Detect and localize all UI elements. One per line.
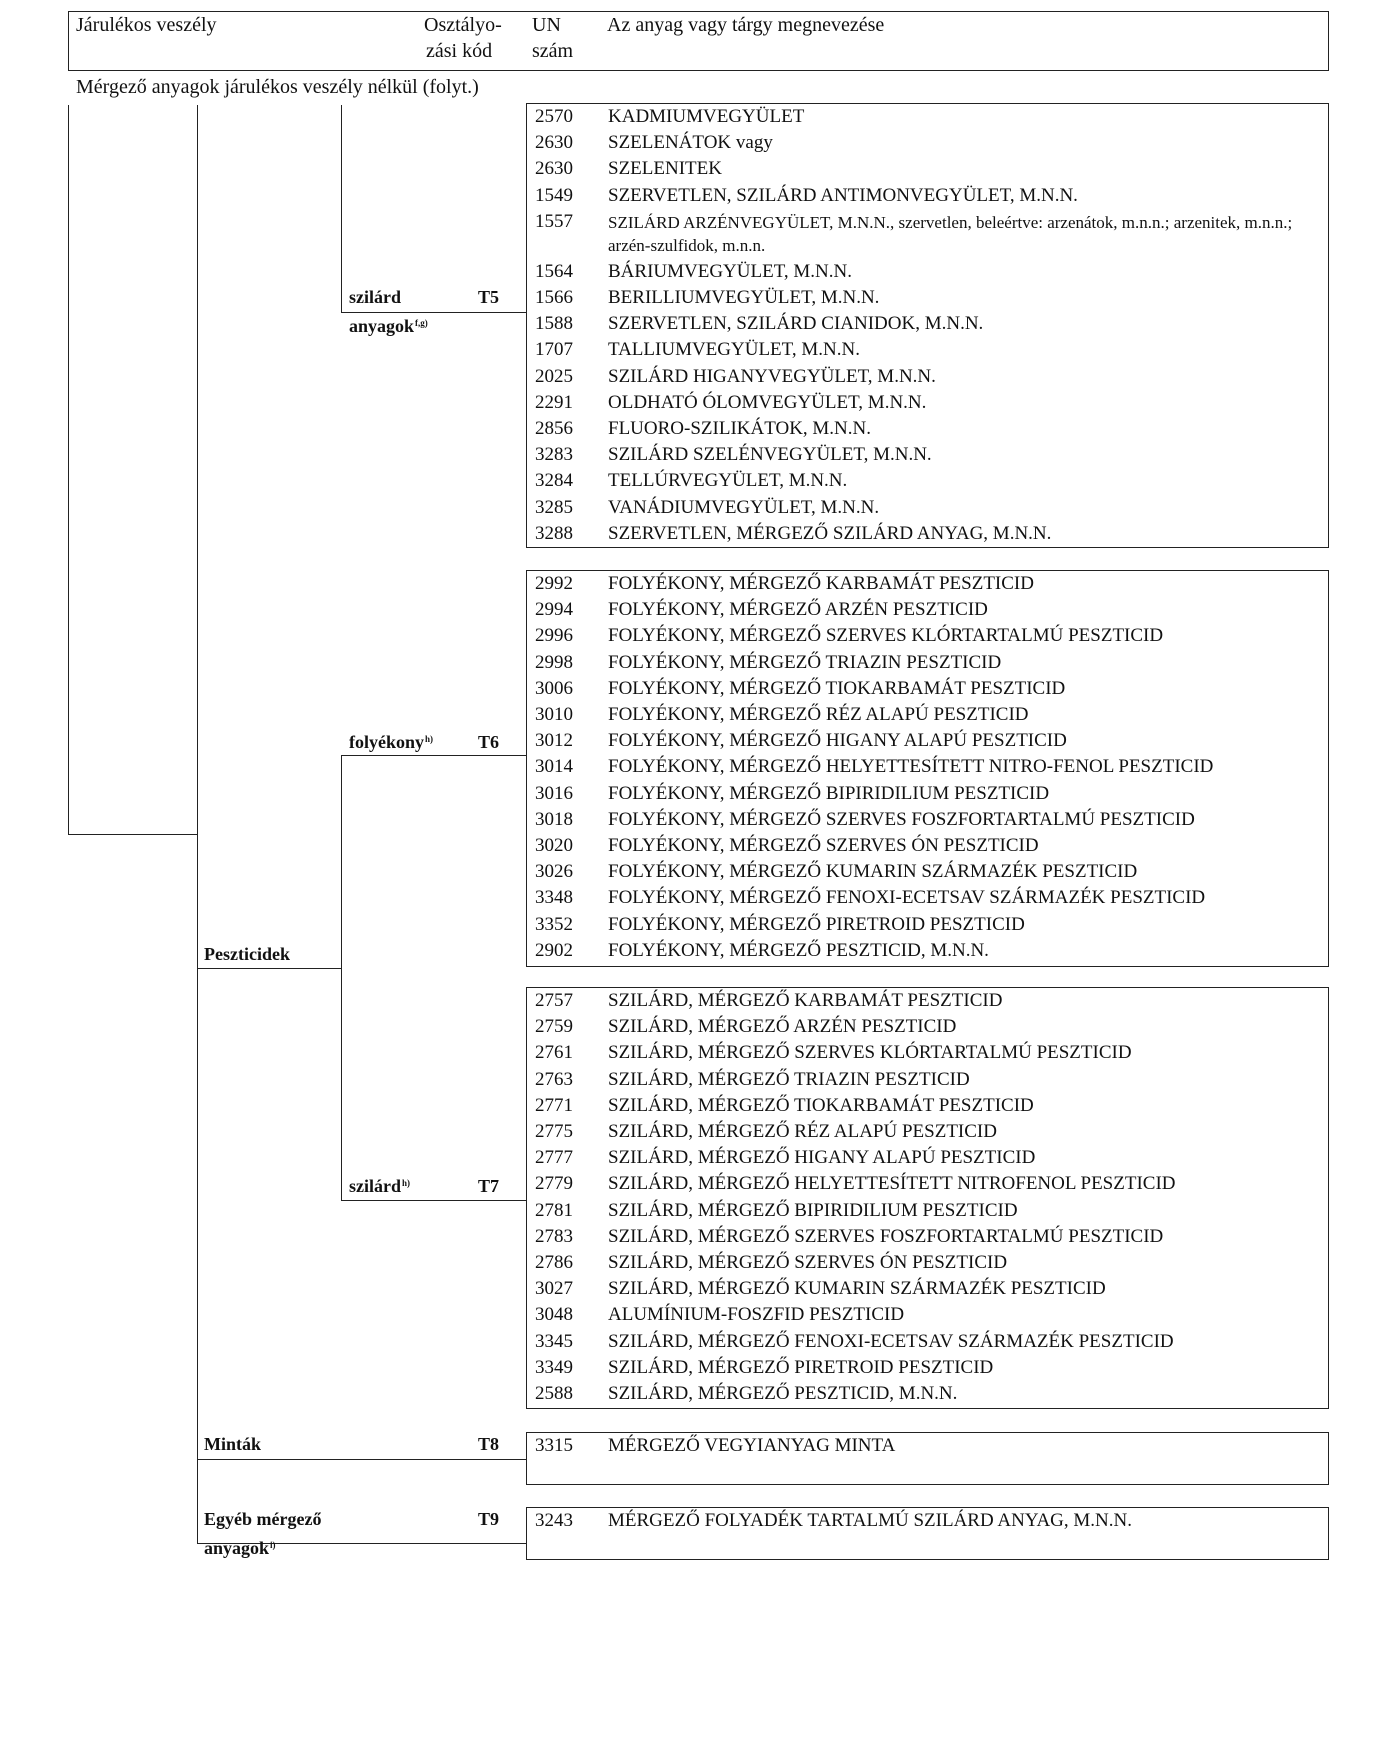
list-item: [527, 105, 1328, 131]
un-number: 1557: [535, 210, 573, 232]
list-item: [527, 1068, 1328, 1094]
t9-substance-list: [526, 1507, 1329, 1560]
un-number: 2771: [535, 1094, 573, 1116]
substance-name: KADMIUMVEGYÜLET: [608, 106, 805, 127]
footnote-ref-t9: i): [270, 1540, 276, 1550]
un-number: 2759: [535, 1016, 573, 1038]
list-item: [527, 1303, 1328, 1329]
section-title: Mérgező anyagok járulékos veszély nélkül (folyt.): [76, 76, 479, 98]
group-code-t8: T8: [478, 1434, 500, 1454]
header-classification-code-line1: Osztályo-: [424, 14, 502, 36]
substance-name: FOLYÉKONY, MÉRGEZŐ SZERVES KLÓRTARTALMÚ PESZTICID: [608, 625, 1164, 647]
substance-name: FOLYÉKONY, MÉRGEZŐ PESZTICID, M.N.N.: [608, 939, 989, 961]
substance-name: SZERVETLEN, SZILÁRD ANTIMONVEGYÜLET, M.N.N.: [608, 184, 1078, 206]
substance-name: FOLYÉKONY, MÉRGEZŐ KUMARIN SZÁRMAZÉK PESZTICID: [608, 861, 1138, 883]
substance-name: FOLYÉKONY, MÉRGEZŐ PIRETROID PESZTICID: [608, 913, 1025, 935]
list-item: [527, 1094, 1328, 1120]
substance-name: BERILLIUMVEGYÜLET, M.N.N.: [608, 287, 880, 308]
un-number: 2570: [535, 106, 573, 127]
un-number: 2992: [535, 573, 573, 594]
un-number: 2902: [535, 939, 573, 961]
tree-line-t8: [197, 1459, 527, 1460]
substance-name: FOLYÉKONY, MÉRGEZŐ HELYETTESÍTETT NITRO-FENOL PESZTICID: [608, 756, 1214, 778]
list-item: [527, 913, 1328, 939]
list-item: [527, 184, 1328, 210]
un-number: 2777: [535, 1147, 573, 1169]
substance-name: FOLYÉKONY, MÉRGEZŐ FENOXI-ECETSAV SZÁRMAZÉK PESZTICID: [608, 887, 1206, 909]
list-item: [527, 1356, 1328, 1382]
list-item: [527, 572, 1328, 598]
un-number: 3283: [535, 444, 573, 466]
substance-name: FOLYÉKONY, MÉRGEZŐ BIPIRIDILIUM PESZTICID: [608, 782, 1050, 804]
un-number: 3012: [535, 730, 573, 752]
list-item: [527, 365, 1328, 391]
un-number: 3027: [535, 1278, 573, 1300]
un-number: 2998: [535, 651, 573, 673]
list-item: [527, 834, 1328, 860]
un-number: 2856: [535, 418, 573, 439]
un-number: 2763: [535, 1068, 573, 1090]
un-number: 2994: [535, 599, 573, 621]
un-number: 3014: [535, 756, 573, 778]
substance-name: TELLÚRVEGYÜLET, M.N.N.: [608, 470, 848, 492]
un-number: 1707: [535, 339, 573, 361]
un-number: 3315: [535, 1435, 573, 1456]
footnote-ref-t5: f,g): [415, 318, 428, 328]
substance-name: FOLYÉKONY, MÉRGEZŐ KARBAMÁT PESZTICID: [608, 573, 1034, 594]
un-number: 2775: [535, 1121, 573, 1142]
substance-name: SZILÁRD, MÉRGEZŐ SZERVES FOSZFORTARTALMÚ PESZTICID: [608, 1225, 1164, 1247]
list-item: [527, 1382, 1328, 1408]
un-number: 2630: [535, 158, 573, 180]
un-number: 3352: [535, 913, 573, 935]
header-subsidiary-risk: Járulékos veszély: [76, 14, 217, 36]
list-item: [527, 651, 1328, 677]
group-code-t9: T9: [478, 1509, 500, 1529]
substance-name: SZILÁRD, MÉRGEZŐ SZERVES KLÓRTARTALMÚ PESZTICID: [608, 1042, 1132, 1064]
substance-name: SZILÁRD HIGANYVEGYÜLET, M.N.N.: [608, 365, 936, 387]
list-item: [527, 1199, 1328, 1225]
un-number: 3048: [535, 1304, 573, 1326]
un-number: 3016: [535, 782, 573, 804]
list-item: [527, 496, 1328, 522]
un-number: 1549: [535, 184, 573, 206]
substance-name: SZILÁRD, MÉRGEZŐ BIPIRIDILIUM PESZTICID: [608, 1199, 1018, 1221]
list-item: [527, 286, 1328, 312]
list-item: [527, 624, 1328, 650]
list-item: [527, 210, 1328, 258]
substance-name: SZILÁRD, MÉRGEZŐ ARZÉN PESZTICID: [608, 1016, 957, 1038]
tree-line-pesticides-branch: [341, 755, 342, 1200]
substance-name: SZERVETLEN, SZILÁRD CIANIDOK, M.N.N.: [608, 313, 984, 335]
substance-name: FOLYÉKONY, MÉRGEZŐ HIGANY ALAPÚ PESZTICID: [608, 730, 1067, 752]
group-label-pesticides: Peszticidek: [204, 944, 290, 964]
list-item: [527, 417, 1328, 443]
substance-name: MÉRGEZŐ FOLYADÉK TARTALMÚ SZILÁRD ANYAG, M.N.N.: [608, 1510, 1132, 1531]
group-label-t6: folyékony$^{h)}$: [349, 732, 434, 752]
list-item: [527, 1277, 1328, 1303]
tree-line-t5: [341, 312, 527, 313]
un-number: 3243: [535, 1510, 573, 1531]
substance-name: SZILÁRD, MÉRGEZŐ TIOKARBAMÁT PESZTICID: [608, 1094, 1034, 1116]
substance-name: SZILÁRD, MÉRGEZŐ FENOXI-ECETSAV SZÁRMAZÉK PESZTICID: [608, 1330, 1174, 1352]
list-item: [527, 755, 1328, 781]
list-item: [527, 989, 1328, 1015]
substance-name: SZILÁRD, MÉRGEZŐ TRIAZIN PESZTICID: [608, 1068, 970, 1090]
un-number: 3284: [535, 470, 573, 492]
substance-name: SZILÁRD, MÉRGEZŐ PESZTICID, M.N.N.: [608, 1383, 958, 1404]
substance-name: SZILÁRD, MÉRGEZŐ SZERVES ÓN PESZTICID: [608, 1252, 1008, 1273]
un-number: 3345: [535, 1330, 573, 1352]
substance-name: SZILÁRD, MÉRGEZŐ KARBAMÁT PESZTICID: [608, 990, 1003, 1011]
un-number: 3026: [535, 861, 573, 883]
un-number: 2786: [535, 1252, 573, 1273]
substance-name: FOLYÉKONY, MÉRGEZŐ SZERVES ÓN PESZTICID: [608, 835, 1039, 856]
substance-name: VANÁDIUMVEGYÜLET, M.N.N.: [608, 496, 880, 518]
t8-substance-list: [526, 1432, 1329, 1485]
un-number: 3020: [535, 835, 573, 856]
un-number: 2761: [535, 1042, 573, 1064]
un-number: 2996: [535, 625, 573, 647]
list-item: [527, 1120, 1328, 1146]
substance-name: SZELENÁTOK vagy: [608, 132, 773, 154]
list-item: [527, 1434, 1328, 1460]
t7-substance-list: [526, 987, 1329, 1409]
footnote-ref-t7: h): [402, 1178, 411, 1188]
list-item: [527, 782, 1328, 808]
list-item: [527, 1225, 1328, 1251]
tree-line-level3: [341, 105, 342, 312]
un-number: 2779: [535, 1173, 573, 1195]
un-number: 2630: [535, 132, 573, 154]
substance-name: FOLYÉKONY, MÉRGEZŐ TRIAZIN PESZTICID: [608, 651, 1002, 673]
list-item: [527, 886, 1328, 912]
un-number: 2291: [535, 391, 573, 413]
un-number: 3288: [535, 522, 573, 544]
un-number: 3010: [535, 704, 573, 725]
un-number: 3285: [535, 496, 573, 518]
tree-line-t6: [341, 755, 527, 756]
group-code-t7: T7: [478, 1176, 500, 1196]
list-item: [527, 703, 1328, 729]
list-item: [527, 1172, 1328, 1198]
list-item: [527, 157, 1328, 183]
t5-substance-list: [526, 103, 1329, 548]
list-item: [527, 939, 1328, 965]
list-item: [527, 808, 1328, 834]
un-number: 1564: [535, 260, 573, 282]
list-item: [527, 1509, 1328, 1535]
substance-name: FOLYÉKONY, MÉRGEZŐ ARZÉN PESZTICID: [608, 599, 988, 621]
group-label-t9: Egyéb mérgező: [204, 1509, 322, 1529]
header-classification-code-line2: zási kód: [426, 40, 493, 62]
substance-name: FOLYÉKONY, MÉRGEZŐ SZERVES FOSZFORTARTALMÚ PESZTICID: [608, 808, 1195, 830]
un-number: 2781: [535, 1199, 573, 1221]
un-number: 3349: [535, 1356, 573, 1378]
substance-name: FOLYÉKONY, MÉRGEZŐ RÉZ ALAPÚ PESZTICID: [608, 704, 1029, 725]
substance-name: SZILÁRD, MÉRGEZŐ RÉZ ALAPÚ PESZTICID: [608, 1121, 997, 1142]
substance-name: SZILÁRD, MÉRGEZŐ KUMARIN SZÁRMAZÉK PESZTICID: [608, 1278, 1106, 1300]
list-item: [527, 391, 1328, 417]
list-item: [527, 598, 1328, 624]
substance-name: SZILÁRD ARZÉNVEGYÜLET, M.N.N., szervetlen, beleértve: arzenátok, m.n.n.; arzenitek, m.n.n.; arzén-szulfidok, m.n.n.: [608, 212, 1293, 255]
header-un-number-line2: szám: [532, 40, 574, 62]
group-label-t8: Minták: [204, 1434, 262, 1454]
un-number: 3006: [535, 677, 573, 699]
group-code-t6: T6: [478, 732, 500, 752]
tree-line-pesticides: [197, 968, 341, 969]
tree-line-level2: [197, 105, 198, 1543]
tree-line-t7: [341, 1200, 527, 1201]
un-number: 3348: [535, 887, 573, 909]
list-item: [527, 1015, 1328, 1041]
group-label-t5: szilárd: [349, 287, 401, 307]
list-item: [527, 312, 1328, 338]
un-number: 2588: [535, 1383, 573, 1404]
list-item: [527, 1146, 1328, 1172]
substance-name: FOLYÉKONY, MÉRGEZŐ TIOKARBAMÁT PESZTICID: [608, 677, 1066, 699]
list-item: [527, 677, 1328, 703]
un-number: 3018: [535, 808, 573, 830]
substance-name: TALLIUMVEGYÜLET, M.N.N.: [608, 339, 860, 361]
substance-name: SZERVETLEN, MÉRGEZŐ SZILÁRD ANYAG, M.N.N.: [608, 522, 1052, 544]
list-item: [527, 1041, 1328, 1067]
un-number: 1588: [535, 313, 573, 335]
group-code-t5: T5: [478, 287, 500, 307]
group-label-t5-line2: anyagok$^{f,g)}$: [349, 316, 428, 336]
group-label-t7: szilárd$^{h)}$: [349, 1176, 411, 1196]
substance-name: SZELENITEK: [608, 158, 722, 180]
header-substance-name: Az anyag vagy tárgy megnevezése: [607, 14, 885, 36]
list-item: [527, 443, 1328, 469]
substance-name: BÁRIUMVEGYÜLET, M.N.N.: [608, 260, 852, 282]
list-item: [527, 860, 1328, 886]
substance-name: OLDHATÓ ÓLOMVEGYÜLET, M.N.N.: [608, 391, 927, 413]
substance-name: SZILÁRD, MÉRGEZŐ PIRETROID PESZTICID: [608, 1356, 994, 1378]
tree-line-level1-foot: [68, 834, 197, 835]
list-item: [527, 1251, 1328, 1277]
list-item: [527, 131, 1328, 157]
list-item: [527, 260, 1328, 286]
list-item: [527, 1330, 1328, 1356]
list-item: [527, 522, 1328, 548]
substance-name: ALUMÍNIUM-FOSZFID PESZTICID: [608, 1304, 905, 1326]
substance-name: SZILÁRD, MÉRGEZŐ HELYETTESÍTETT NITROFENOL PESZTICID: [608, 1173, 1176, 1195]
list-item: [527, 338, 1328, 364]
substance-name: FLUORO-SZILIKÁTOK, M.N.N.: [608, 418, 872, 439]
un-number: 2783: [535, 1225, 573, 1247]
list-item: [527, 469, 1328, 495]
footnote-ref-t6: h): [425, 734, 434, 744]
header-un-number-line1: UN: [532, 14, 561, 36]
tree-line-level1: [68, 105, 69, 835]
un-number: 2025: [535, 365, 573, 387]
t6-substance-list: [526, 570, 1329, 967]
substance-name: SZILÁRD SZELÉNVEGYÜLET, M.N.N.: [608, 444, 932, 466]
un-number: 1566: [535, 287, 573, 308]
un-number: 2757: [535, 990, 573, 1011]
group-label-t9-line2: anyagok$^{i)}$: [204, 1538, 276, 1558]
substance-name: SZILÁRD, MÉRGEZŐ HIGANY ALAPÚ PESZTICID: [608, 1147, 1036, 1169]
list-item: [527, 729, 1328, 755]
substance-name: MÉRGEZŐ VEGYIANYAG MINTA: [608, 1435, 896, 1456]
